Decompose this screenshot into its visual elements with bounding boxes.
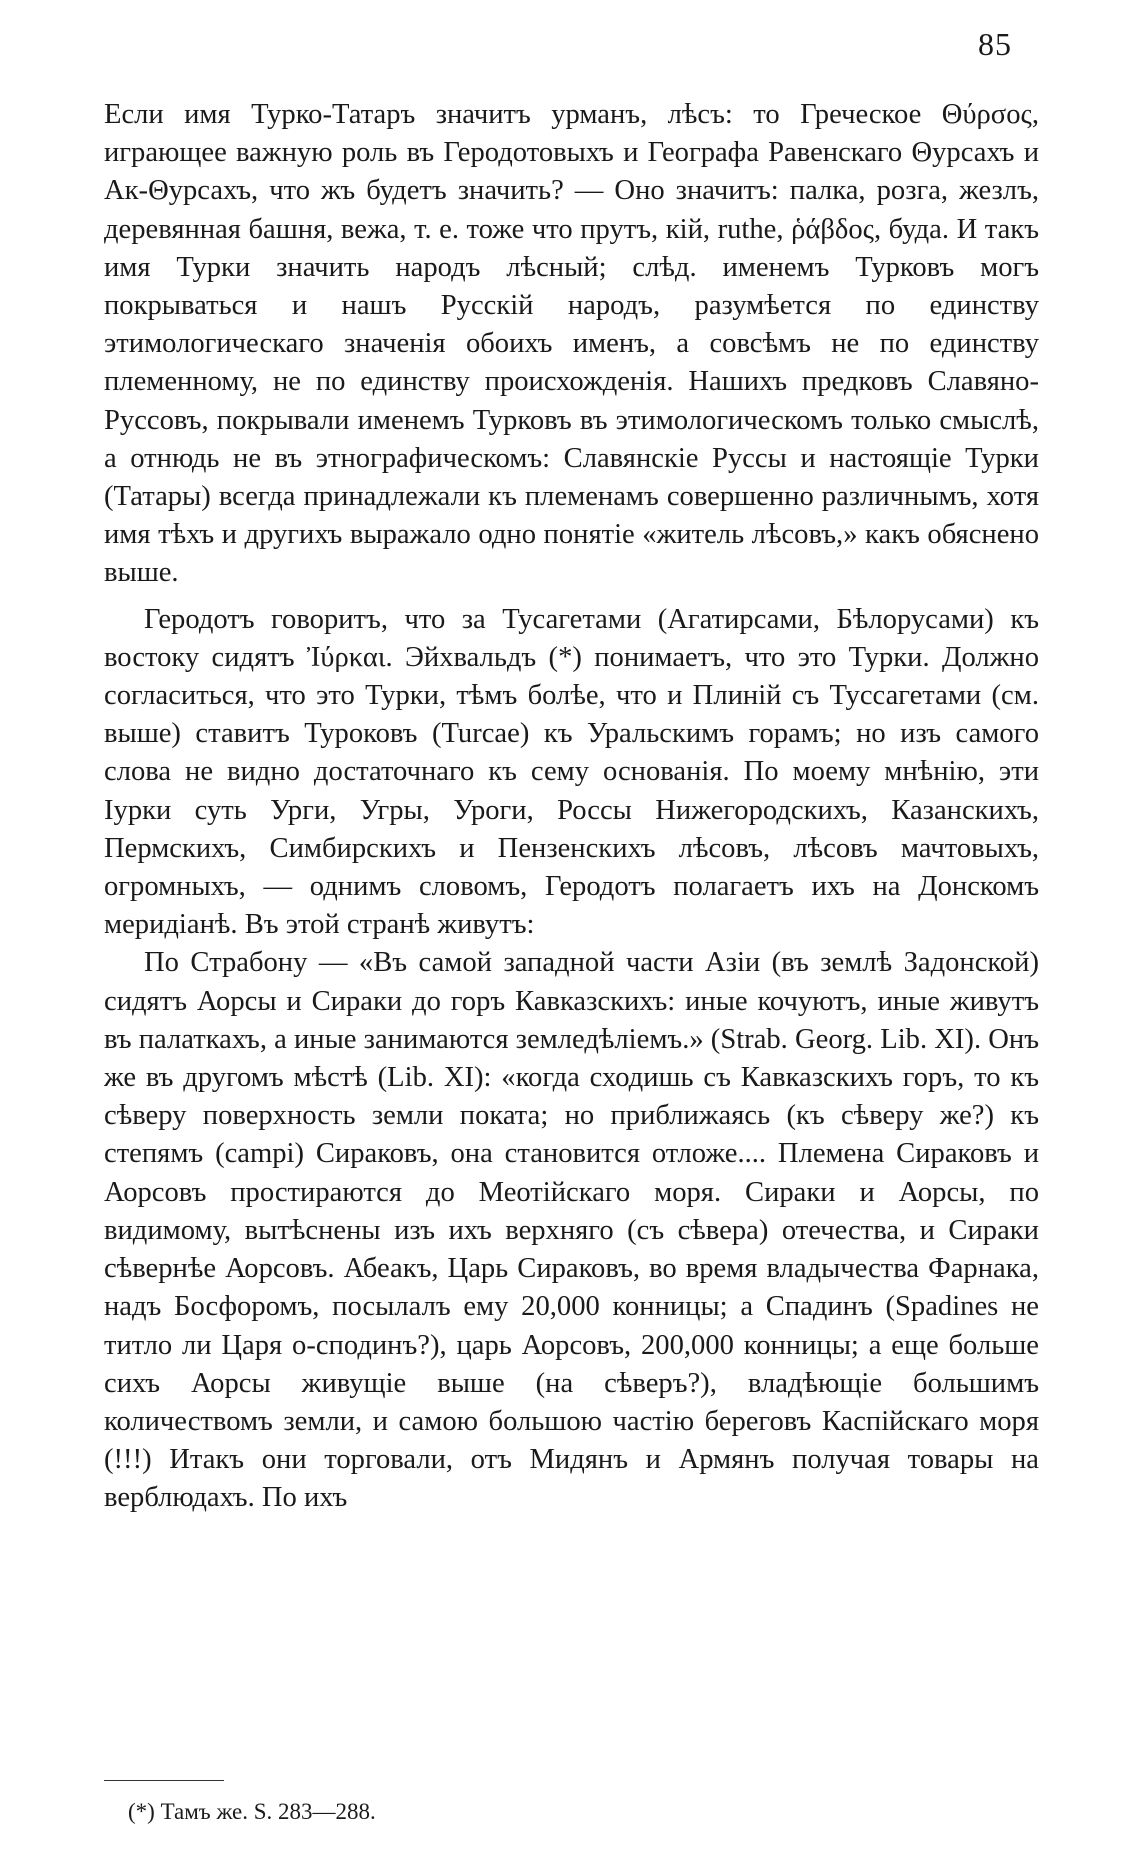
main-text — [104, 96, 1039, 1518]
footnote: (*) Тамъ же. S. 283—288. — [128, 1799, 376, 1824]
paragraph-3: По Страбону — «Въ самой западной части Азіи (въ землѣ Задонской) сидятъ Аорсы и Сираки до горъ Кавказскихъ: иные кочуютъ, иные живутъ въ палаткахъ, а иные занимаются земледѣліемъ.» (Strab. Georg. Lib. XI). Онъ же въ другомъ мѣстѣ (Lib. XI): «когда сходишь съ Кавказскихъ горъ, то къ сѣверу поверхность земли поката; но приближаясь (къ сѣверу же?) къ степямъ (campi) Сираковъ, она становится отложе.... Племена Сираковъ и Аорсовъ простираются до Меотійскаго моря. Сираки и Аорсы, по видимому, вытѣснены изъ ихъ верхняго (съ сѣвера) отечества, и Сираки сѣвернѣе Аорсовъ. Абеакъ, Царь Сираковъ, во время владычества Фарнака, надъ Босфоромъ, посылалъ ему 20,000 конницы; а Спадинъ (Spadines не титло ли Царя о-сподинъ?), царь Аорсовъ, 200,000 конницы; а еще больше сихъ Аорсы живущіе выше (на сѣверъ?), владѣющіе большимъ количествомъ земли, и самою большою частію береговъ Каспійскаго моря (!!!) Итакъ они торговали, отъ Мидянъ и Армянъ получая товары на верблюдахъ. По ихъ — [104, 947, 1039, 1514]
paragraph-2: Геродотъ говоритъ, что за Тусагетами (Агатирсами, Бѣлорусами) къ востоку сидятъ Ἰύρκαι. Эйхвальдъ (*) понимаетъ, что это Турки. Должно согласиться, что это Турки, тѣмъ болѣе, что и Плиній съ Туссагетами (см. выше) ставитъ Туроковъ (Turcae) къ Уральскимъ горамъ; но изъ самого слова не видно достаточнаго къ сему основанія. По моему мнѣнію, эти Іурки суть Урги, Угры, Уроги, Россы Нижегородскихъ, Казанскихъ, Пермскихъ, Симбирскихъ и Пензенскихъ лѣсовъ, лѣсовъ мачтовыхъ, огромныхъ, — однимъ словомъ, Геродотъ полагаетъ ихъ на Донскомъ меридіанѣ. Въ этой странѣ живутъ: — [104, 603, 1039, 941]
paragraph-1: Если имя Турко-Татаръ значитъ урманъ, лѣсъ: то Греческое Θύρσος, играющее важную роль въ Геродотовыхъ и Географа Равенскаго Θурсахъ и Ак-Θурсахъ, что жъ будетъ значить? — Оно значитъ: палка, розга, жезлъ, деревянная башня, вежа, т. е. тоже что прутъ, кій, ruthe, ῥάβδος, буда. И такъ имя Турки значить народъ лѣсный; слѣд. именемъ Турковъ могъ покрываться и нашъ Русскій народъ, разумѣется по единству этимологическаго значенія обоихъ именъ, а совсѣмъ не по единству племенному, не по единству происхожденія. Нашихъ предковъ Славяно-Руссовъ, покрывали именемъ Турковъ въ этимологическомъ только смыслѣ, а отнюдь не въ этнографическомъ: Славянскіе Руссы и настоящіе Турки (Татары) всегда принадлежали къ племенамъ совершенно различнымъ, хотя имя тѣхъ и другихъ выражало одно понятіе «житель лѣсовъ,» какъ обяснено выше. — [104, 99, 1039, 589]
page-number: 85 — [978, 26, 1012, 62]
footnote-divider — [104, 1780, 224, 1781]
